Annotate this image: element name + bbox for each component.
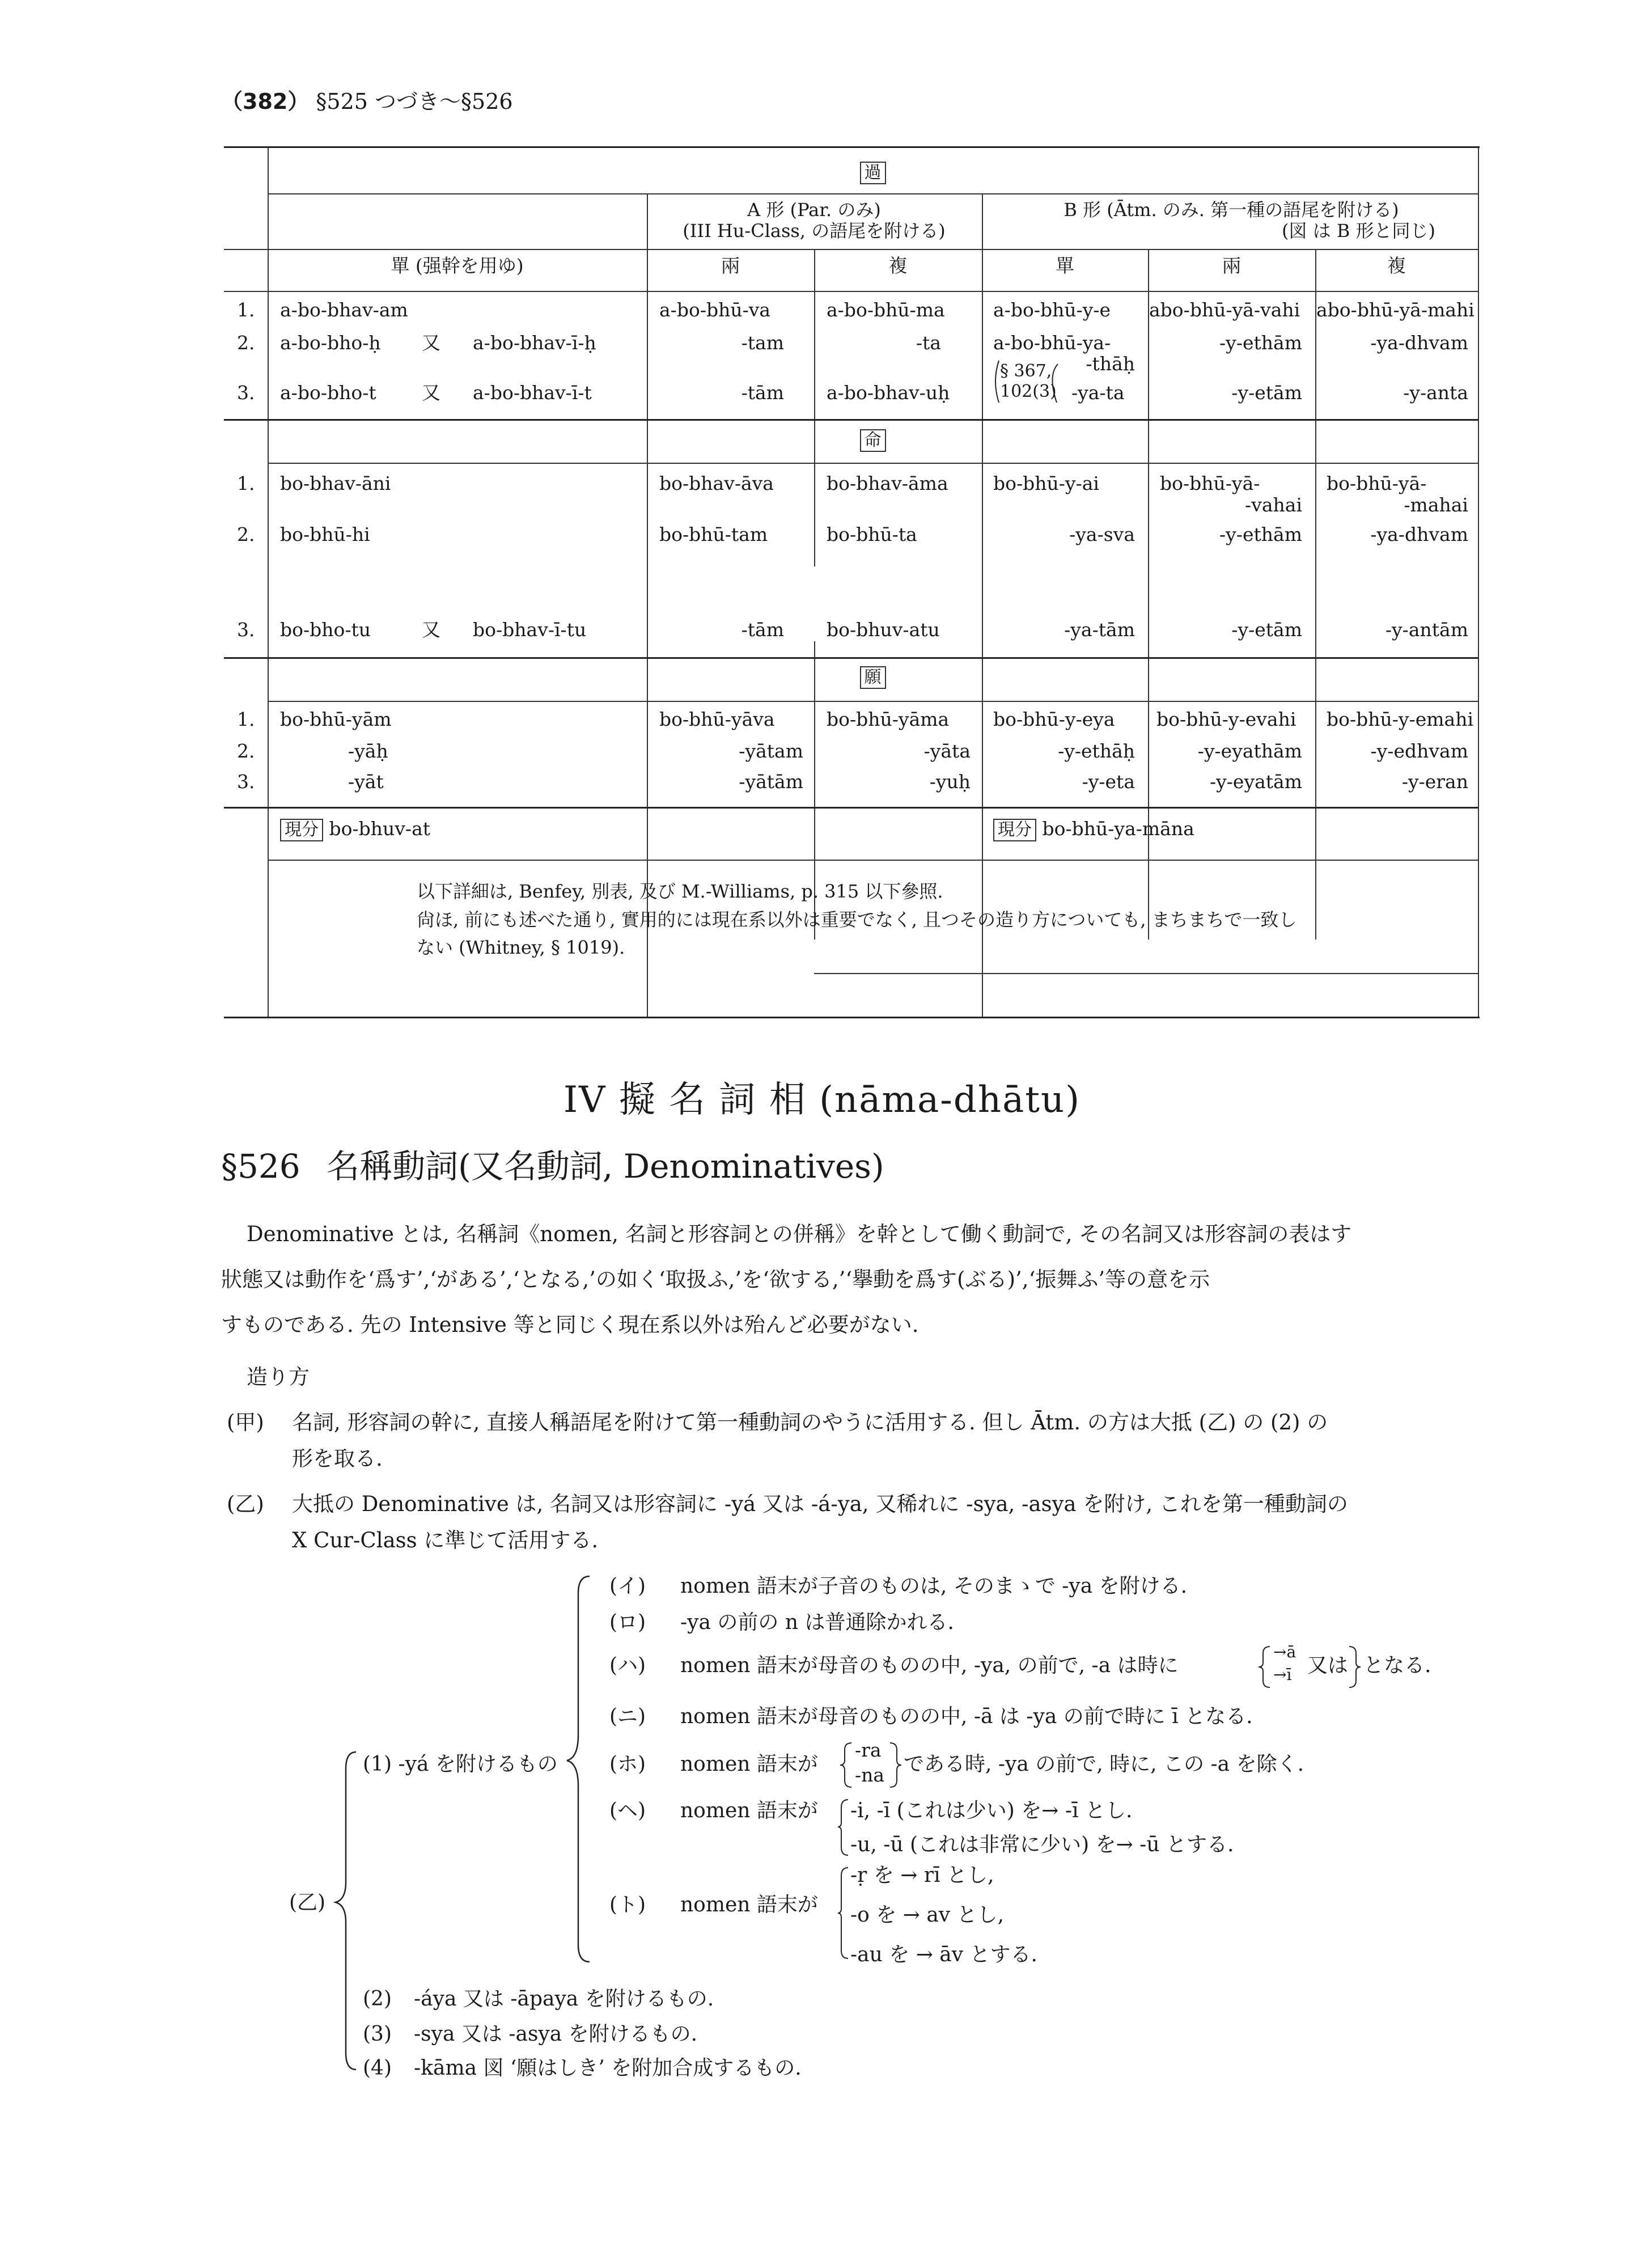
b-form-line2: (図 は B 形と同じ)	[1281, 219, 1435, 242]
kou-line: 名詞, 形容詞の幹に, 直接人稱語尾を附けて第一種動詞のやうに活用する. 但し Ātm. の方は大抵 (乙) の (2) の	[292, 1410, 1328, 1435]
table-cell: -yāḥ	[348, 740, 388, 762]
other-text: -sya 又は -asya を附けるもの.	[414, 2022, 698, 2046]
intro-line: すものである. 先の Intensive 等と同じく現在系以外は殆んど必要がない.	[221, 1313, 919, 1337]
table-cell: -ya-dhvam	[1370, 523, 1468, 545]
method-heading: 造り方	[247, 1365, 310, 1389]
table-note	[417, 878, 1296, 962]
table-cell: -y-etām	[1231, 382, 1302, 404]
note-line: ない (Whitney, § 1019).	[417, 937, 625, 959]
tense-tag-optative: 願	[860, 666, 886, 689]
table-vline	[814, 249, 815, 566]
row-number: 2.	[237, 523, 255, 545]
section-title: 名稱動詞(又名動詞, Denominatives)	[327, 1147, 884, 1186]
table-cell: bo-bhū-y-eya	[993, 708, 1115, 730]
row-number: 1.	[237, 299, 255, 321]
table-cell: bo-bhav-āva	[659, 472, 774, 494]
row-number: 1.	[237, 472, 255, 494]
other-text: -áya 又は -āpaya を附けるもの.	[414, 1987, 714, 2011]
sub-text: nomen 語末が母音のものの中, -ā は -ya の前で時に ī となる.	[680, 1705, 1253, 1728]
col-header: 複	[888, 255, 908, 277]
section-number: §526	[221, 1147, 300, 1186]
table-cell: bo-bhū-yāma	[827, 708, 950, 730]
table-cell: -tam	[741, 332, 784, 354]
tense-tag-past: 過	[860, 162, 886, 184]
table-cell: -vahai	[1245, 494, 1302, 516]
sub-mark: (ト)	[609, 1893, 646, 1916]
table-hline	[268, 701, 1478, 702]
table-cell: bo-bhū-y-emahi	[1327, 708, 1474, 730]
intro-line: Denominative とは, 名稱詞《nomen, 名詞と形容詞との併稱》を幹として働く動詞で, その名詞又は形容詞の表はす	[247, 1222, 1352, 1246]
table-cell: -y-ethām	[1219, 332, 1302, 354]
alt-mid: 又は	[1307, 1654, 1349, 1677]
sub-brace	[837, 1797, 850, 1857]
table-cell: a-bo-bhū-ya-	[993, 332, 1111, 354]
table-cell: bo-bhū-yā-	[1160, 472, 1260, 494]
table-cell: a-bo-bhū-va	[659, 299, 771, 321]
table-cell: -ya-tām	[1064, 619, 1135, 641]
table-cell: bo-bhū-yāva	[659, 708, 775, 730]
table-cell: bo-bhuv-atu	[827, 619, 940, 641]
table-cell: -y-eyatām	[1209, 771, 1302, 793]
kou-line: 形を取る.	[292, 1446, 383, 1471]
participle-tag: 現分	[993, 819, 1036, 841]
sub-line: -ṛ を → rī とし,	[850, 1864, 994, 1887]
table-cell: § 367,	[1000, 361, 1052, 381]
sub-line: -au を → āv とする.	[850, 1943, 1037, 1966]
table-cell: -y-ethām	[1219, 523, 1302, 545]
table-hline	[268, 193, 1478, 194]
col-header: 單 (强幹を用ゆ)	[391, 255, 524, 277]
page-header	[221, 84, 513, 115]
table-cell: -yāt	[348, 771, 384, 793]
row-number: 3.	[237, 619, 255, 641]
table-cell: -thāḥ	[1086, 353, 1135, 375]
part-title: IV 擬 名 詞 相 (nāma-dhātu)	[563, 1079, 1081, 1121]
b-form-heading	[982, 200, 1481, 242]
kou-mark: (甲)	[227, 1410, 264, 1435]
otsu-line: 大抵の Denominative は, 名詞又は形容詞に -yá 又は -á-ya, 又稀れに -sya, -asya を附け, これを第一種動詞の	[292, 1492, 1348, 1516]
table-cell: abo-bhū-yā-mahi	[1316, 299, 1474, 321]
sub-text: nomen 語末が母音のものの中, -ya, の前で, -a は時に	[680, 1654, 1179, 1677]
other-text: -kāma 図 ‘願はしき’ を附加合成するもの.	[414, 2057, 802, 2080]
table-vline	[268, 148, 269, 1017]
table-cell: a-bo-bhū-y-e	[993, 299, 1111, 321]
table-cell: abo-bhū-yā-vahi	[1149, 299, 1300, 321]
sub-text: nomen 語末が子音のものは, そのまゝで -ya を附ける.	[680, 1575, 1188, 1598]
row-number: 1.	[237, 708, 255, 730]
tense-tag-imperative: 命	[860, 429, 886, 452]
table-cell: bo-bhū-y-evahi	[1156, 708, 1296, 730]
table-cell: a-bo-bho-ḥ	[280, 332, 381, 354]
participle-tag: 現分	[280, 819, 323, 841]
sub-line: -o を → av とし,	[850, 1903, 1005, 1927]
table-cell: -y-eran	[1401, 771, 1468, 793]
note-line: 尙ほ, 前にも述べた通り, 實用的には現在系以外は重要でなく, 且つその造り方についても, まちまちで一致し	[417, 908, 1297, 930]
table-cell: a-bo-bhū-ma	[827, 299, 945, 321]
sub-mark: (ロ)	[609, 1611, 646, 1634]
col-header: 兩	[721, 255, 740, 277]
col-header: 複	[1387, 255, 1406, 277]
table-cell: bo-bhū-yām	[280, 708, 392, 730]
table-vline	[1315, 249, 1316, 940]
section-range: §525 つづき～§526	[316, 89, 513, 114]
table-cell: bo-bhav-āni	[280, 472, 391, 494]
intro-line: 狀態又は動作を‘爲す’,‘がある’,‘となる,’の如く‘取扱ふ,’を‘欲する,’‘擧動を爲す(ぶる)’,‘振舞ふ’等の意を示	[221, 1267, 1210, 1292]
sub-text: nomen 語末が	[680, 1893, 818, 1916]
sub-text: -ya の前の n は普通除かれる.	[680, 1611, 954, 1634]
tree-root-label: (乙)	[289, 1891, 326, 1914]
table-cell: a-bo-bhav-ī-ḥ	[473, 332, 596, 354]
table-cell: -y-etām	[1231, 619, 1302, 641]
row-number: 2.	[237, 332, 255, 354]
sub-brace	[837, 1865, 850, 1962]
sub-line: -u, -ū (これは非常に少い) を→ -ū とする.	[850, 1833, 1234, 1856]
row-number: 3.	[237, 382, 255, 404]
table-cell: 102(3)	[1000, 382, 1057, 401]
page-number: （382）	[221, 89, 310, 114]
table-hline	[224, 291, 1478, 292]
table-hline	[224, 807, 1478, 809]
b-form-line1: B 形 (Ātm. のみ. 第一種の語尾を附ける)	[1063, 199, 1399, 221]
table-hline	[224, 249, 1478, 250]
group1-label: (1) -yá を附けるもの	[363, 1753, 558, 1776]
table-cell: -ya-sva	[1069, 523, 1135, 545]
alt-option: →ī	[1273, 1665, 1292, 1684]
table-cell: -yātām	[739, 771, 803, 793]
table-cell: -mahai	[1404, 494, 1468, 516]
table-cell: a-bo-bhav-ī-t	[473, 382, 592, 404]
table-cell: bo-bhav-āma	[827, 472, 948, 494]
table-cell: -ya-ta	[1071, 382, 1125, 404]
table-cell: bo-bhū-y-ai	[993, 472, 1099, 494]
alt-option: -ra	[855, 1739, 882, 1761]
alt-brace-right	[888, 1741, 902, 1789]
other-mark: (4)	[363, 2057, 392, 2080]
table-cell: -yuḥ	[929, 771, 971, 793]
other-mark: (2)	[363, 1987, 392, 2011]
table-cell: a-bo-bho-t	[280, 382, 376, 404]
alt-brace-left	[839, 1741, 854, 1789]
table-cell: -ta	[916, 332, 941, 354]
table-hline	[224, 657, 1478, 659]
otsu-line: X Cur-Class に準じて活用する.	[292, 1528, 599, 1552]
sub-mark: (ホ)	[609, 1753, 646, 1776]
table-cell: -y-anta	[1403, 382, 1468, 404]
table-cell: 又	[422, 382, 440, 404]
participle-a-value: bo-bhuv-at	[329, 818, 431, 840]
a-form-heading	[647, 200, 981, 242]
section-heading	[221, 1140, 884, 1187]
sub-mark: (ハ)	[609, 1654, 646, 1677]
table-cell: bo-bho-tu	[280, 619, 371, 641]
table-cell: -y-eta	[1082, 771, 1135, 793]
table-cell: -yātam	[739, 740, 803, 762]
participle-b-value: bo-bhū-ya-māna	[1042, 818, 1194, 840]
alt-option: →ā	[1273, 1643, 1296, 1661]
row-number: 3.	[237, 771, 255, 793]
sub-mark: (ニ)	[609, 1705, 646, 1728]
participle-b	[993, 819, 1194, 841]
table-hline	[268, 860, 1478, 861]
sub-tail: となる.	[1363, 1654, 1431, 1677]
block-tag	[268, 666, 1478, 689]
table-cell: bo-bhav-ī-tu	[473, 619, 587, 641]
a-form-line1: A 形 (Par. のみ)	[747, 199, 881, 221]
col-header: 單	[1056, 255, 1074, 277]
block-tag	[268, 161, 1478, 184]
alt-option: -na	[855, 1764, 885, 1786]
table-cell: -tām	[741, 619, 784, 641]
table-cell: a-bo-bhav-am	[280, 299, 408, 321]
table-cell: bo-bhū-yā-	[1327, 472, 1427, 494]
sub-mark: (ヘ)	[609, 1799, 646, 1822]
a-form-line2: (III Hu-Class, の語尾を附ける)	[683, 219, 946, 242]
table-vline	[1478, 148, 1479, 1017]
table-cell: -ya-dhvam	[1370, 332, 1468, 354]
otsu-mark: (乙)	[227, 1492, 264, 1516]
table-cell: -y-edhvam	[1370, 740, 1468, 762]
block-tag	[268, 429, 1478, 452]
alt-brace-right	[1347, 1644, 1362, 1690]
table-hline	[224, 419, 1478, 421]
sub-text: nomen 語末が	[680, 1753, 818, 1776]
table-hline	[268, 463, 1478, 464]
table-cell: bo-bhū-tam	[659, 523, 768, 545]
col-header: 兩	[1222, 255, 1241, 277]
table-cell: 又	[422, 332, 440, 354]
reference-parentheses	[991, 358, 1065, 406]
other-mark: (3)	[363, 2022, 392, 2046]
table-cell: bo-bhū-ta	[827, 523, 917, 545]
participle-a	[280, 819, 430, 841]
table-cell: -y-ethāḥ	[1058, 740, 1135, 762]
sub-line: -i, -ī (これは少い) を→ -ī とし.	[850, 1799, 1133, 1822]
table-cell: -yāta	[923, 740, 971, 762]
sub-mark: (イ)	[609, 1575, 646, 1598]
table-cell: -y-antām	[1385, 619, 1468, 641]
table-cell: 又	[422, 619, 440, 641]
alt-brace-left	[1257, 1644, 1272, 1690]
sub-tail: である時, -ya の前で, 時に, この -a を除く.	[904, 1753, 1304, 1776]
row-number: 2.	[237, 740, 255, 762]
table-cell: bo-bhū-hi	[280, 523, 370, 545]
table-cell: -tām	[741, 382, 784, 404]
sub-text: nomen 語末が	[680, 1799, 818, 1822]
table-cell: a-bo-bhav-uḥ	[827, 382, 950, 404]
table-hline	[814, 973, 1478, 974]
note-line: 以下詳細は, Benfey, 別表, 及び M.-Williams, p. 315 以下參照.	[417, 881, 943, 902]
table-cell: -y-eyathām	[1197, 740, 1302, 762]
